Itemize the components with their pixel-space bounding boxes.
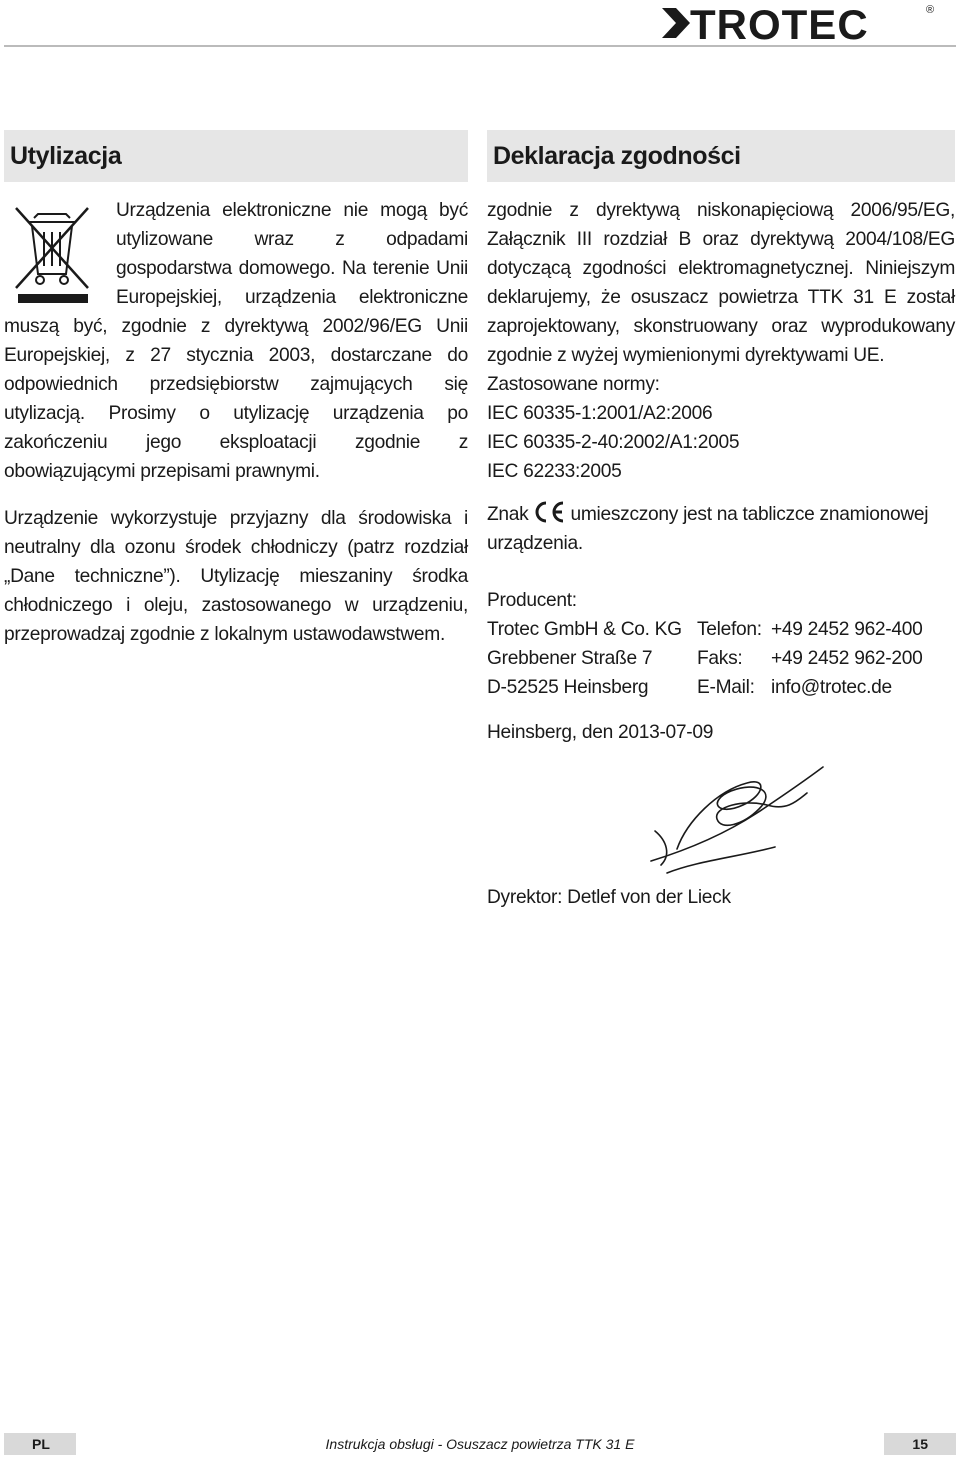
- handwritten-signature: [647, 761, 827, 879]
- city-address: D-52525 Heinsberg: [487, 677, 649, 698]
- conformity-paragraph: zgodnie z dyrektywą niskonapięciową 2006/95/EG, Załącznik III rozdział B oraz dyrektywą 2004/108/EG dotyczącą zgodności elektromagnetycznej. Niniejszym deklarujemy, że osuszacz powietrza TTK 31 E został zaprojektowany, skonstruowany oraz wyprodukowany zgodnie z wyżej wymienionymi dyrektywami UE.: [487, 200, 955, 366]
- manual-title: Instrukcja obsługi - Osuszacz powietrza TTK 31 E: [325, 1436, 635, 1452]
- crossed-out-wheelie-bin-icon: [4, 200, 104, 304]
- phone-value: +49 2452 962-400: [771, 619, 923, 640]
- norms-list: [487, 399, 955, 486]
- registered-mark: ®: [926, 4, 935, 16]
- norm-item: IEC 60335-1:2001/A2:2006: [487, 403, 713, 424]
- place-and-date: Heinsberg, den 2013-07-09: [487, 722, 714, 743]
- producer-label: Producent:: [487, 590, 577, 611]
- conformity-heading: Deklaracja zgodności: [487, 130, 955, 182]
- trotec-logo-icon: [660, 2, 942, 44]
- norms-label: Zastosowane normy:: [487, 374, 660, 395]
- contact-row: [487, 673, 923, 702]
- contact-row: [487, 644, 923, 673]
- contact-row: [487, 615, 923, 644]
- disposal-section: [4, 130, 468, 649]
- disposal-paragraph-1-block: [4, 196, 468, 486]
- ce-statement-after: umieszczony jest na tabliczce znamionowej urządzenia.: [487, 504, 929, 554]
- ce-mark-icon: [532, 501, 566, 523]
- director-name: Dyrektor: Detlef von der Lieck: [487, 887, 731, 908]
- language-code: PL: [4, 1433, 76, 1455]
- ce-statement: [487, 500, 955, 558]
- norm-item: IEC 62233:2005: [487, 461, 622, 482]
- company-name: Trotec GmbH & Co. KG: [487, 619, 682, 640]
- page-footer: [4, 1433, 956, 1455]
- email-value: info@trotec.de: [771, 677, 892, 698]
- fax-value: +49 2452 962-200: [771, 648, 923, 669]
- email-label: E-Mail:: [697, 677, 755, 698]
- disposal-paragraph-2: Urządzenie wykorzystuje przyjazny dla środowiska i neutralny dla ozonu środek chłodniczy (patrz rozdział „Dane techniczne”). Utylizację mieszaniny środka chłodniczego i oleju, zastosowanego w urządzeniu, przeprowadzaj zgodnie z lokalnym ustawodawstwem.: [4, 508, 468, 645]
- producer-contact-table: [487, 615, 923, 702]
- fax-label: Faks:: [697, 648, 743, 669]
- phone-label: Telefon:: [697, 619, 762, 640]
- disposal-heading: Utylizacja: [4, 130, 468, 182]
- header-divider: [4, 45, 956, 47]
- disposal-paragraph-1: Urządzenia elektroniczne nie mogą być utylizowane wraz z odpadami gospodarstwa domowego. Na terenie Unii Europejskiej, urządzenia elektroniczne muszą być, zgodnie z dyrektywą 2002/96/EG Unii Europejskiej, z 27 stycznia 2003, dostarczane do odpowiednich przedsiębiorstw zajmujących się utylizacją. Prosimy o utylizację urządzenia po zakończeniu jego eksploatacji zgodnie z obowiązującymi przepisami prawnymi.: [4, 200, 468, 482]
- street-address: Grebbener Straße 7: [487, 648, 653, 669]
- brand-logo: [660, 2, 942, 44]
- ce-statement-before: Znak: [487, 504, 529, 525]
- conformity-section: [487, 130, 955, 912]
- page-number: 15: [884, 1433, 956, 1455]
- logo-wordmark: TROTEC: [690, 2, 869, 44]
- norm-item: IEC 60335-2-40:2002/A1:2005: [487, 432, 740, 453]
